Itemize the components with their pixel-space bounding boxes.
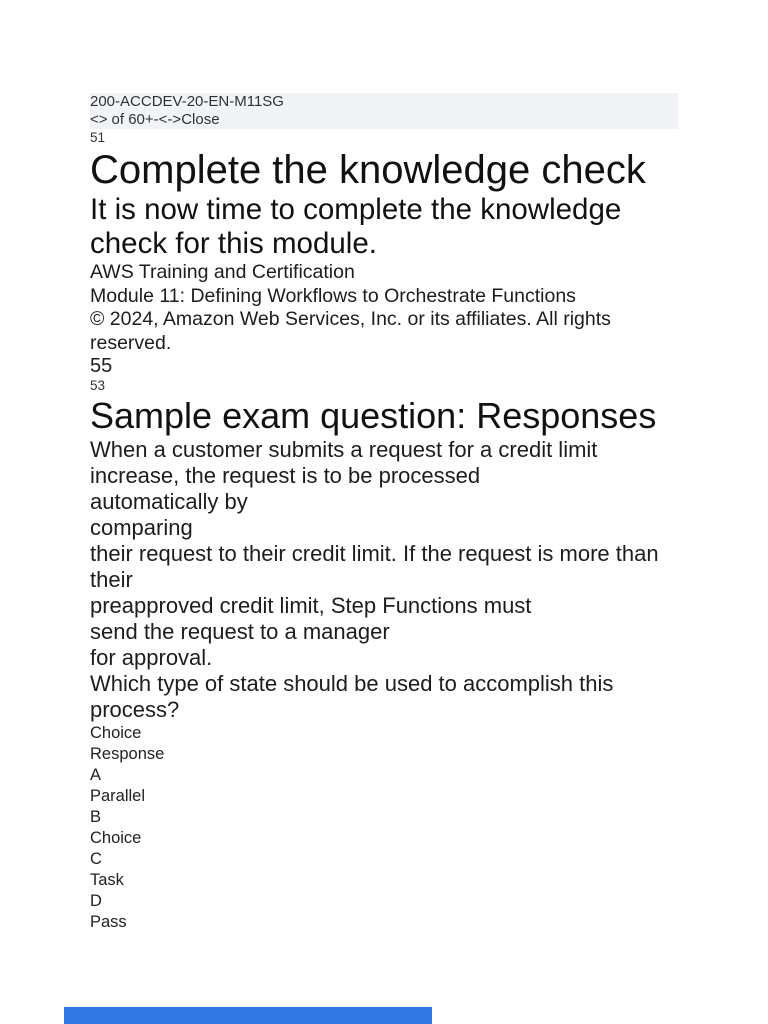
question-line: their: [90, 567, 133, 592]
question-line: preapproved credit limit, Step Functions must: [90, 593, 532, 618]
meta-line: © 2024, Amazon Web Services, Inc. or its affiliates. All rights: [90, 308, 611, 330]
subtitle-line: check for this module.: [90, 227, 377, 260]
question-line: When a customer submits a request for a credit limit: [90, 437, 598, 462]
question-text: [90, 437, 678, 723]
zoom-in-button[interactable]: +: [144, 111, 154, 128]
meta-line: Module 11: Defining Workflows to Orchestrate Functions: [90, 284, 576, 307]
option-line: Pass: [90, 913, 127, 931]
viewer-controls: [90, 111, 678, 129]
option-line: D: [90, 892, 102, 910]
sheet-number-53: 53: [90, 378, 106, 393]
slide-53-title: Sample exam question: Responses: [90, 395, 657, 436]
slide-51-meta: [90, 261, 678, 355]
viewer-header: [90, 93, 678, 129]
slide-51-title: Complete the knowledge check: [90, 148, 646, 192]
viewer-title: 200-ACCDEV-20-EN-M11SG: [90, 93, 284, 110]
question-line: process?: [90, 697, 180, 722]
next-page-blue-bar: [64, 1007, 432, 1024]
question-line: for approval.: [90, 645, 213, 670]
question-line: send the request to a manager: [90, 619, 390, 644]
subtitle-line: It is now time to complete the knowledge: [90, 193, 622, 226]
option-line: C: [90, 850, 102, 868]
next-page-button[interactable]: >: [98, 111, 108, 128]
answer-options: [90, 723, 678, 933]
option-line: Choice: [90, 829, 142, 847]
slide-51-page-label: 55: [90, 355, 113, 377]
option-line: Response: [90, 745, 165, 763]
page-count-label: of 60: [111, 111, 145, 128]
option-line: B: [90, 808, 102, 826]
option-line: Parallel: [90, 787, 146, 805]
question-line: comparing: [90, 515, 193, 540]
option-line: Choice: [90, 724, 142, 742]
meta-line: reserved.: [90, 331, 172, 354]
prev-page-button[interactable]: <: [90, 111, 99, 128]
slide-51-subtitle: [90, 193, 678, 261]
question-line: their request to their credit limit. If the request is more than: [90, 541, 659, 566]
question-line: increase, the request is to be processed: [90, 463, 481, 488]
option-line: Task: [90, 871, 124, 889]
question-line: Which type of state should be used to accomplish this: [90, 671, 614, 696]
close-button[interactable]: Close: [181, 111, 220, 128]
sheet-number-51: 51: [90, 130, 106, 145]
meta-line: AWS Training and Certification: [90, 261, 355, 283]
expand-button[interactable]: <->: [158, 111, 182, 128]
zoom-out-button[interactable]: -: [153, 111, 159, 128]
question-line: automatically by: [90, 489, 248, 514]
option-line: A: [90, 766, 102, 784]
